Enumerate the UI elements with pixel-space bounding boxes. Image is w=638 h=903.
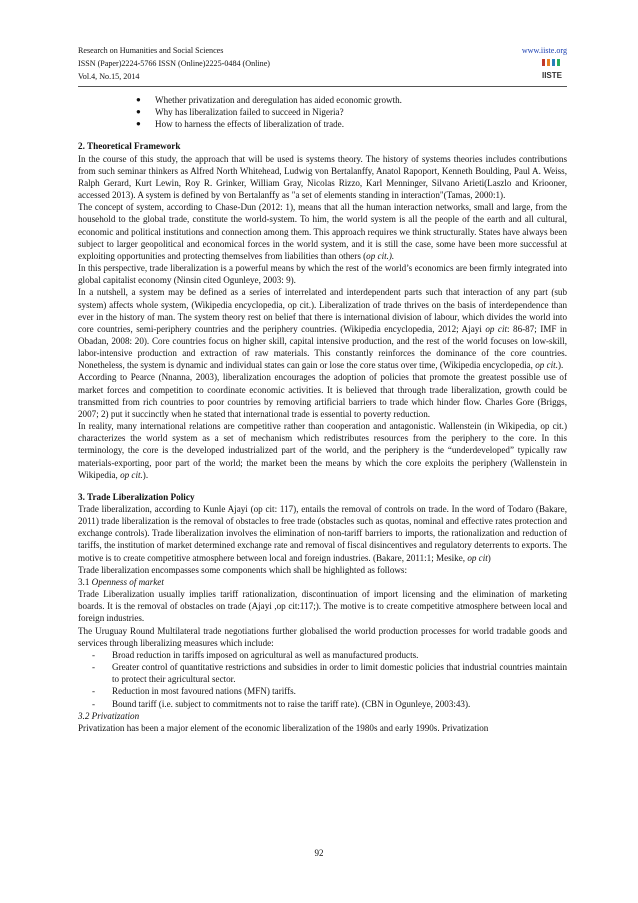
paragraph: In this perspective, trade liberalization is a powerful means by which the rest of the world’s economics are been firmly integrated into global capitalist economy (Ninsin cited Ogunleye, 2003: 9). [78,263,567,286]
paragraph: Trade Liberalization usually implies tariff rationalization, discontinuation of import licensing and the elimination of marketing boards. It is the removal of obstacles on trade (Ajayi ,op cit:117;). The motive is to create competitive atmosphere between local and foreign industries. [78,589,567,624]
paragraph: According to Pearce (Nnanna, 2003), liberalization encourages the adoption of policies that promote the greatest possible use of market forces and competition to coordinate economic activities. It is believed that through trade liberalization, growth could be transmitted from rich countries to poor countries by removing artificial barriers to trade which hinder flow. Charles Gore (Briggs, 2007; 2) put it succinctly when he stated that international trade is essential to poverty reduction. [78,372,567,419]
list-item: - Broad reduction in tariffs imposed on agricultural as well as manufactured products. [92,649,419,660]
dash-icon: - [92,649,96,660]
question-bullets [78,94,567,130]
journal-url-link[interactable]: www.iiste.org [521,46,567,55]
section-heading-theoretical-framework: 2. Theoretical Framework [78,141,181,152]
list-item: - Reduction in most favoured nations (MFN) tariffs. [92,686,296,697]
dash-icon: - [92,686,96,697]
paragraph: Privatization has been a major element of the economic liberalization of the 1980s and early 1990s. Privatization [78,722,489,733]
list-item: ● How to harness the effects of liberalization of trade. [136,119,344,130]
measures-list [78,649,567,710]
volume-line: Vol.4, No.15, 2014 [78,72,140,81]
bullet-icon: ● [136,119,141,129]
paragraph: In the course of this study, the approach that will be used is systems theory. The history of systems theories includes contributions from such seminar thinkers as Alfred North Whitehead, Ludwig von Bertalanffy, Anatol Rapoport, Kenneth Boulding, Paul A. Weiss, Ralph Gerard, Kurt Lewin, Roy R. Grinker, William Gray, Nicolas Rizzo, Karl Menninger, Silvano Arieti(Laszlo and Kriooner, accessed 2013). A system is defined by von Bertalanffy as "a set of elements standing in interaction"(Tamas, 2000:1). [78,153,567,201]
section-heading-trade-liberalization: 3. Trade Liberalization Policy [78,491,195,502]
list-item: ● Why has liberalization failed to succeed in Nigeria? [136,107,344,118]
iiste-logo [539,58,565,82]
paragraph: In reality, many international relations are competitive rather than cooperation and antagonistic. Wallenstein (in Wikipedia, op cit.) characterizes the world system as a set of mechanism which redistributes resources from the periphery to the core. In this terminology, the core is the developed industrialized part of the world, and the periphery is the “underdeveloped” typically raw materials-exporting, poor part of the world; the market been the means by which the core exploits the periphery (Wallenstein in Wikipedia, op cit.). [78,421,567,480]
subsection-heading-privatization: 3.2 Privatization [78,710,140,721]
page-number: 92 [314,848,324,858]
paragraph: The Uruguay Round Multilateral trade negotiations further globalised the world production processes for world tradable goods and services through liberalizing measures which include: [78,625,567,648]
paragraph: In a nutshell, a system may be defined as a series of interrelated and interdependent parts such that interaction of any part (sub system) affects whole system, (Wikipedia encyclopedia, op cit.). Liberalization of trade thrives on the basis of interdependence than ever in the history of man. The system theory rest on belief that there is international division of labour, which divides the world into core countries, semi-periphery countries and the periphery countries. (Wikipedia encyclopedia, 2012; Ajayi op cit: 86-87; IMF in Obadan, 2008: 20). Core countries focus on higher skill, capital intensive production, and the rest of the world focuses on low-skill, labor-intensive production and extraction of raw materials. This constantly reinforces the dominance of the core countries. Nonetheless, the system is dynamic and individual states can gain or lose the core status over time, (Wikipedia encyclopedia, op cit.). [78,287,567,371]
paragraph: Trade liberalization encompasses some components which shall be highlighted as follows: [78,564,407,575]
list-item: ● Whether privatization and deregulation has aided economic growth. [136,95,402,105]
body-text [78,94,567,734]
svg-text:IISTE: IISTE [541,71,563,80]
bullet-icon: ● [136,107,141,117]
paragraph: The concept of system, according to Chase-Dun (2012: 1), means that all the human interaction networks, small and large, from the household to the global trade, constitute the world-system. To him, the world system is all the people of the earth and all cultural, economic and political institutions and connection among them. This approach requires we think structurally. States have always been subject to larger geopolitical and economical forces in the world system, and it is still the case, some have been more successful at exploiting opportunities and protecting themselves from liabilities than others (op cit.). [78,202,567,261]
list-item: - Greater control of quantitative restrictions and subsidies in order to limit domestic policies that industrial countries maintain to protect their agricultural sector. [92,662,567,685]
subsection-heading-openness: 3.1 Openness of market [78,576,164,587]
dash-icon: - [92,698,96,709]
journal-name: Research on Humanities and Social Sciences [78,46,224,55]
dash-icon: - [92,662,96,673]
list-item: - Bound tariff (i.e. subject to commitments not to raise the tariff rate). (CBN in Ogunleye, 2003:43). [92,698,471,709]
header-rule [78,86,567,87]
paragraph: Trade liberalization, according to Kunle Ajayi (op cit: 117), entails the removal of controls on trade. In the word of Todaro (Bakare, 2011) trade liberalization is the removal of obstacles to free trade (obstacles such as quotas, nominal and effective rates protection and exchange controls). Trade liberalization involves the elimination of non-tariff barriers to imports, the rationalization and reduction of tariffs, the institution of market determined exchange rate and removal of fiscal disincentives and regulatory deterrents to exports. The motive is to create competitive atmosphere between local and foreign industries. (Bakare, 2011:1; Mesike, op cit) [78,504,567,563]
page-header [78,44,567,83]
bullet-icon: ● [136,95,141,104]
issn-line: ISSN (Paper)2224-5766 ISSN (Online)2225-0484 (Online) [78,59,270,68]
